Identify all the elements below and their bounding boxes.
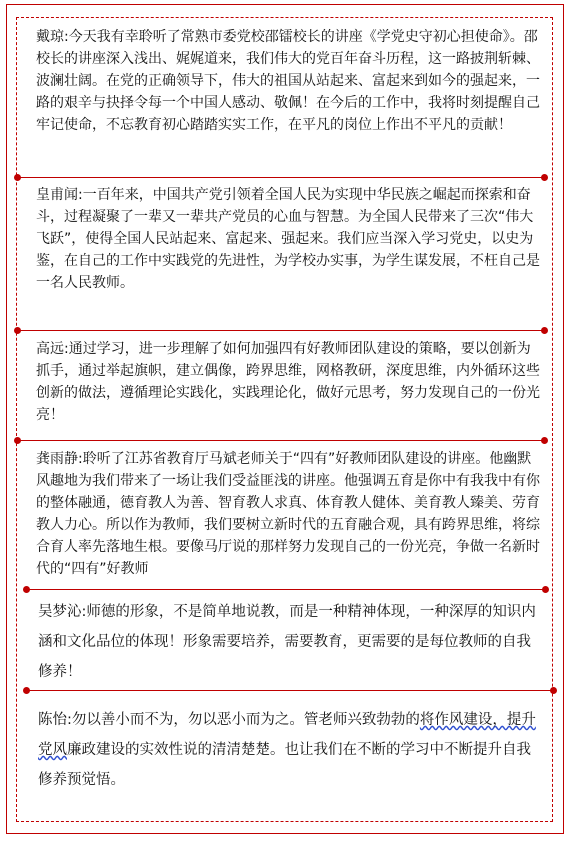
separator-dot-left xyxy=(14,174,21,181)
name-separator: : xyxy=(78,187,83,203)
name-separator: : xyxy=(81,604,87,620)
author-name: 戴琼 xyxy=(36,29,64,45)
reflection-entry xyxy=(36,338,542,426)
separator-dot-left xyxy=(23,687,30,694)
separator-line-3 xyxy=(17,440,545,441)
separator-line-2 xyxy=(17,330,545,331)
separator-dot-left xyxy=(23,586,30,593)
name-separator: : xyxy=(67,712,72,728)
separator-dot-right xyxy=(542,586,549,593)
underlined-text: 将作风建设，提升党风 xyxy=(38,712,536,758)
reflection-text: 聆听了江苏省教育厅马斌老师关于“四有”好教师团队建设的讲座。他幽默风趣地为我们带来了一场让我们受益匪浅的讲座。他强调五育是你中有我我中有你的整体融通，德育教人为善、智育教人求真、体育教人健体、美育教人臻美、劳育教人力心。所以作为教师，我们要树立新时代的五育融合观，具有跨界思维，将综合育人率先落地生根。要像马厅说的那样努力发现自己的一份光亮，争做一名新时代的“四有”好教师 xyxy=(36,451,540,577)
reflection-text: 今天我有幸聆听了常熟市委党校邵镭校长的讲座《学党史守初心担使命》。邵校长的讲座深入浅出、娓娓道来，我们伟大的党百年奋斗历程，这一路披荆斩棘、波澜壮阔。在党的正确领导下，伟大的祖国从站起来、富起来到如今的强起来，一路的艰辛与抉择令每一个中国人感动、敬佩！在今后的工作中，我将时刻提醒自己牢记使命，不忘教育初心踏踏实实工作，在平凡的岗位上作出不平凡的贡献！ xyxy=(36,29,540,133)
name-separator: : xyxy=(78,451,83,467)
author-name: 陈怡 xyxy=(38,712,67,728)
reflection-entry xyxy=(38,705,540,795)
author-name: 龚雨静 xyxy=(36,451,78,467)
reflection-entry xyxy=(36,184,542,294)
separator-dot-right xyxy=(541,437,548,444)
name-separator: : xyxy=(64,29,69,45)
author-name: 皇甫闻 xyxy=(36,187,78,203)
author-name: 吴梦沁 xyxy=(38,604,82,620)
reflection-entry xyxy=(36,26,542,136)
separator-line-1 xyxy=(17,177,545,178)
reflection-entry xyxy=(36,448,542,580)
separator-dot-right xyxy=(541,174,548,181)
separator-line-5 xyxy=(26,690,554,691)
reflection-text: 师德的形象，不是简单地说教，而是一种精神体现，一种深厚的知识内涵和文化品位的体现！形象需要培养，需要教育，更需要的是每位教师的自我修养！ xyxy=(38,604,536,680)
separator-line-4 xyxy=(26,589,546,590)
name-separator: : xyxy=(64,341,69,357)
separator-dot-right xyxy=(550,687,557,694)
reflection-text: 勿以善小而不为，勿以恶小而为之。管老师兴致勃勃的 xyxy=(71,712,420,728)
reflection-entry xyxy=(38,597,540,687)
separator-dot-left xyxy=(14,437,21,444)
reflection-text: 一百年来，中国共产党引领着全国人民为实现中华民族之崛起而探索和奋斗，过程凝聚了一辈又一辈共产党员的心血与智慧。为全国人民带来了三次“伟大飞跃”，使得全国人民站起来、富起来、强起来。我们应当深入学习党史，以史为鉴，在自己的工作中实践党的先进性，为学校办实事，为学生谋发展，不枉自己是一名人民教师。 xyxy=(36,187,540,291)
separator-dot-right xyxy=(541,327,548,334)
reflection-text: 廉政建设的实效性说的清清楚楚。也让我们在不断的学习中不断提升自我修养预觉悟。 xyxy=(38,742,531,788)
author-name: 高远 xyxy=(36,341,64,357)
reflection-text: 通过学习，进一步理解了如何加强四有好教师团队建设的策略，要以创新为抓手，通过举起旗帜，建立偶像，跨界思维，网格教研，深度思维，内外循环这些创新的做法，遵循理论实践化，实践理论化，做好元思考，努力发现自己的一份光亮！ xyxy=(36,341,540,423)
separator-dot-left xyxy=(14,327,21,334)
